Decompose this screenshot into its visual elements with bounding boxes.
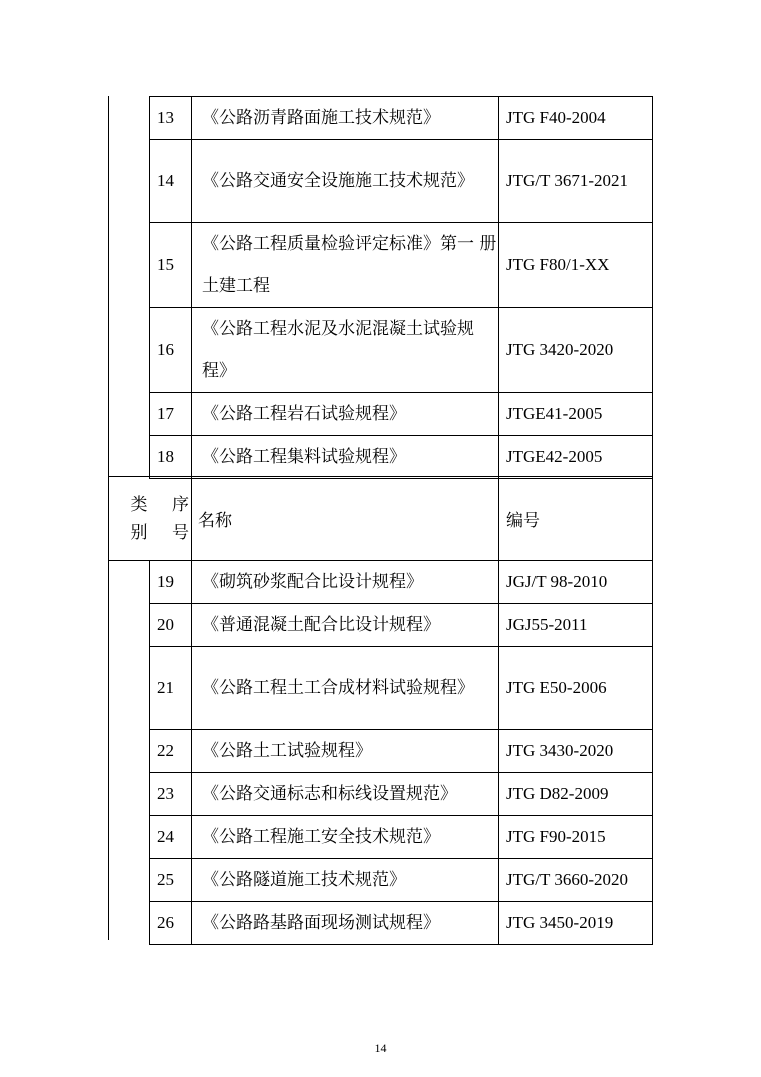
standard-code: JTG 3450-2019 xyxy=(499,902,653,945)
row-number: 24 xyxy=(150,816,192,859)
table-row xyxy=(150,140,653,223)
category-column-line-bottom xyxy=(108,560,109,940)
row-number: 13 xyxy=(150,97,192,140)
table-row xyxy=(150,773,653,816)
standard-code: JTG F90-2015 xyxy=(499,816,653,859)
row-number: 19 xyxy=(150,561,192,604)
row-number: 22 xyxy=(150,730,192,773)
standard-code: JTG E50-2006 xyxy=(499,647,653,730)
standard-name: 《公路工程水泥及水泥混凝土试验规 程》 xyxy=(192,308,499,393)
row-number: 23 xyxy=(150,773,192,816)
category-column-line-top xyxy=(108,96,109,476)
header-sequence-top: 序 xyxy=(172,494,189,515)
row-number: 20 xyxy=(150,604,192,647)
header-code: 编号 xyxy=(499,477,653,561)
table-header xyxy=(108,476,653,561)
table-row xyxy=(150,604,653,647)
table-row xyxy=(150,223,653,308)
standard-code: JGJ55-2011 xyxy=(499,604,653,647)
header-sequence-bottom: 号 xyxy=(172,522,189,543)
standard-name: 《公路隧道施工技术规范》 xyxy=(192,859,499,902)
header-row xyxy=(109,477,653,561)
row-number: 15 xyxy=(150,223,192,308)
table-row xyxy=(150,393,653,436)
row-number: 16 xyxy=(150,308,192,393)
row-number: 25 xyxy=(150,859,192,902)
table-row xyxy=(150,97,653,140)
table-row xyxy=(150,308,653,393)
table-row xyxy=(150,730,653,773)
standard-name: 《公路交通标志和标线设置规范》 xyxy=(192,773,499,816)
standard-name: 《公路工程质量检验评定标准》第一 册土建工程 xyxy=(192,223,499,308)
header-category-bottom: 别 xyxy=(130,522,148,543)
standard-name: 《砌筑砂浆配合比设计规程》 xyxy=(192,561,499,604)
standard-name: 《公路路基路面现场测试规程》 xyxy=(192,902,499,945)
header-name: 名称 xyxy=(192,477,499,561)
table-row xyxy=(150,859,653,902)
standard-code: JTG 3430-2020 xyxy=(499,730,653,773)
standard-name: 《公路沥青路面施工技术规范》 xyxy=(192,97,499,140)
row-number: 26 xyxy=(150,902,192,945)
standard-code: JTGE41-2005 xyxy=(499,393,653,436)
table-row xyxy=(150,816,653,859)
row-number: 21 xyxy=(150,647,192,730)
page-number: 14 xyxy=(374,1041,387,1055)
header-category xyxy=(109,477,150,561)
table-row xyxy=(150,436,653,479)
standards-table-part2 xyxy=(149,560,653,945)
standard-name: 《公路工程施工安全技术规范》 xyxy=(192,816,499,859)
standards-table-part1 xyxy=(149,96,653,479)
header-category-top: 类 xyxy=(130,494,148,515)
standard-name: 《公路工程土工合成材料试验规程》 xyxy=(192,647,499,730)
standard-code: JTG F80/1-XX xyxy=(499,223,653,308)
standard-name: 《普通混凝土配合比设计规程》 xyxy=(192,604,499,647)
standard-name: 《公路土工试验规程》 xyxy=(192,730,499,773)
table-row xyxy=(150,902,653,945)
standard-code: JTG/T 3660-2020 xyxy=(499,859,653,902)
row-number: 18 xyxy=(150,436,192,479)
standard-code: JTG 3420-2020 xyxy=(499,308,653,393)
table-row xyxy=(150,647,653,730)
table-row xyxy=(150,561,653,604)
standard-name: 《公路工程岩石试验规程》 xyxy=(192,393,499,436)
standard-code: JTGE42-2005 xyxy=(499,436,653,479)
standard-code: JTG D82-2009 xyxy=(499,773,653,816)
row-number: 14 xyxy=(150,140,192,223)
standard-code: JGJ/T 98-2010 xyxy=(499,561,653,604)
standard-name: 《公路交通安全设施施工技术规范》 xyxy=(192,140,499,223)
standard-code: JTG/T 3671-2021 xyxy=(499,140,653,223)
row-number: 17 xyxy=(150,393,192,436)
standard-code: JTG F40-2004 xyxy=(499,97,653,140)
standard-name: 《公路工程集料试验规程》 xyxy=(192,436,499,479)
header-sequence xyxy=(150,477,192,561)
